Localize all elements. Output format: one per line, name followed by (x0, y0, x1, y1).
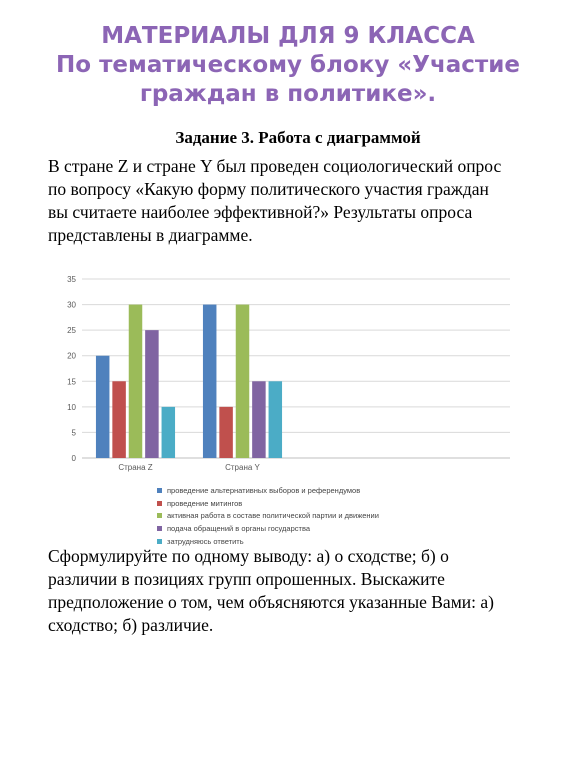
y-tick-label: 0 (71, 454, 76, 463)
bar (236, 305, 250, 458)
legend-swatch (157, 526, 162, 531)
legend-label: затрудняюсь ответить (167, 537, 244, 547)
y-tick-label: 30 (67, 300, 76, 310)
bar (129, 305, 143, 458)
legend-item (157, 522, 379, 535)
bar (252, 381, 266, 458)
legend-item (157, 484, 379, 497)
task-intro (48, 155, 548, 247)
y-tick-label: 20 (67, 351, 76, 361)
task-title: Задание 3. Работа с диаграммой (175, 128, 421, 147)
legend-label: подача обращений в органы государства (167, 524, 311, 534)
bar (203, 305, 217, 458)
legend-swatch (157, 488, 162, 493)
question-line: предположение о том, чем объясняются указанные Вами: а) (48, 592, 494, 612)
bar (269, 381, 283, 458)
bar (162, 407, 176, 458)
heading-line-1: МАТЕРИАЛЫ ДЛЯ 9 КЛАССА (101, 23, 475, 49)
y-tick-label: 35 (67, 275, 76, 284)
question-line: различии в позициях групп опрошенных. Выскажите (48, 569, 445, 589)
bar (219, 407, 233, 458)
legend-label: активная работа в составе политической партии и движении (167, 511, 379, 521)
x-tick-label: Страна Z (118, 463, 153, 472)
task-question (48, 545, 548, 637)
question-line: сходство; б) различие. (48, 615, 214, 635)
legend-item (157, 510, 379, 523)
bar (112, 381, 126, 458)
intro-line: представлены в диаграмме. (48, 225, 253, 245)
y-tick-label: 10 (67, 402, 76, 412)
x-tick-label: Страна Y (225, 463, 260, 472)
question-line: Сформулируйте по одному выводу: а) о сходстве; б) о (48, 546, 449, 566)
legend-label: проведение альтернативных выборов и референдумов (167, 485, 361, 495)
intro-line: по вопросу «Какую форму политического участия граждан (48, 179, 489, 199)
legend-label: проведение митингов (167, 498, 243, 508)
legend-swatch (157, 501, 162, 506)
legend-swatch (157, 513, 162, 518)
y-tick-label: 15 (67, 377, 76, 387)
intro-line: В стране Z и стране Y был проведен социологический опрос (48, 156, 502, 176)
y-tick-label: 25 (67, 326, 76, 336)
legend-item (157, 497, 379, 510)
chart-plot (50, 268, 530, 478)
intro-line: вы считаете наиболее эффективной?» Результаты опроса (48, 202, 473, 222)
bar (145, 330, 159, 458)
legend-swatch (157, 539, 162, 544)
heading-line-3: граждан в политике». (139, 81, 437, 107)
heading-line-2: По тематическому блоку «Участие (56, 52, 520, 78)
y-tick-label: 5 (71, 428, 76, 438)
document-heading (40, 22, 536, 109)
chart-legend (157, 484, 379, 548)
bar (96, 356, 110, 458)
